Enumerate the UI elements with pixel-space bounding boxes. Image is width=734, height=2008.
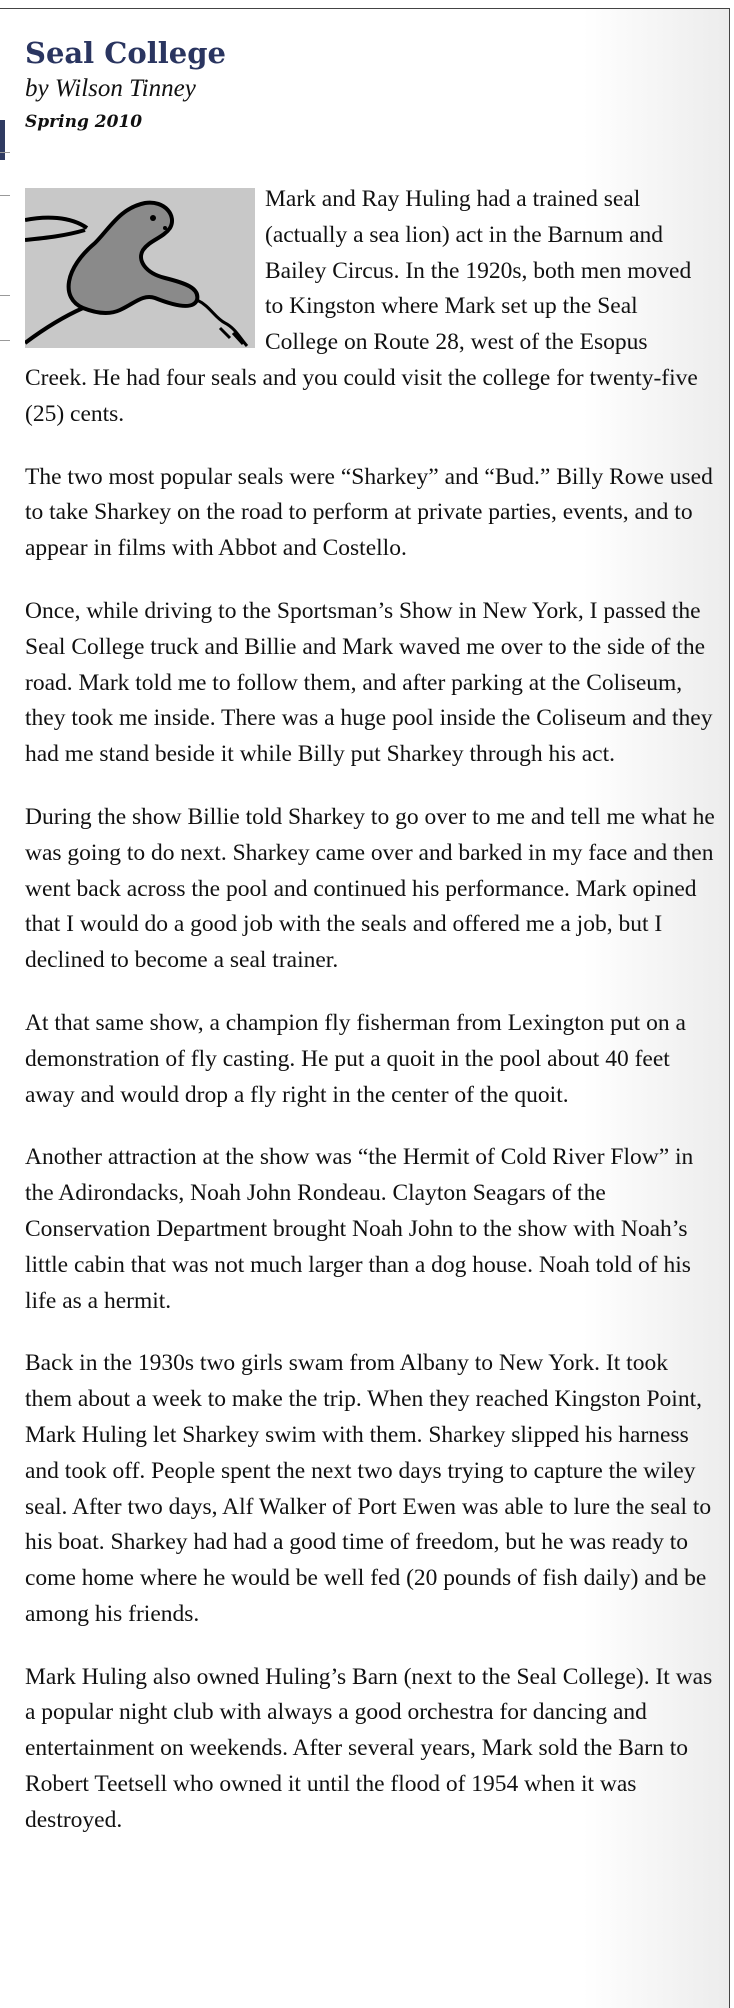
article-body	[25, 182, 715, 1839]
article-paragraph: Another attraction at the show was “the Hermit of Cold River Flow” in the Adirondacks, Noah John Rondeau. Clayton Seagars of the Conservation Department brought Noah John to the show with Noah’s little cabin that was not much larger than a dog house. Noah told of his life as a hermit.	[25, 1144, 694, 1314]
seal-icon	[25, 188, 255, 348]
left-edge-accent	[0, 120, 5, 160]
article-paragraph: At that same show, a champion fly fisherman from Lexington put on a demonstration of fly casting. He put a quoit in the pool about 40 feet away and would drop a fly right in the center of the quoit.	[25, 1009, 686, 1108]
article-paragraph: Back in the 1930s two girls swam from Albany to New York. It took them about a week to make the trip. When they reached Kingston Point, Mark Huling let Sharkey swim with them. Sharkey slipped his harness and took off. People spent the next two days trying to capture the wiley seal. After two days, Alf Walker of Port Ewen was able to lure the seal to his boat. Sharkey had had a good time of freedom, but he was ready to come home where he would be well fed (20 pounds of fish daily) and be among his friends.	[25, 1350, 712, 1627]
left-edge-rule	[0, 295, 10, 296]
left-edge-rule	[0, 195, 10, 196]
article	[25, 34, 715, 1866]
article-paragraph: Mark Huling also owned Huling’s Barn (next to the Seal College). It was a popular night club with always a good orchestra for dancing and entertainment on weekends. After several years, Mark sold the Barn to Robert Teetsell who owned it until the flood of 1954 when it was destroyed.	[25, 1663, 713, 1833]
left-edge-rule	[0, 152, 10, 153]
article-paragraph: The two most popular seals were “Sharkey” and “Bud.” Billy Rowe used to take Sharkey on the road to perform at private parties, events, and to appear in films with Abbot and Costello.	[25, 463, 713, 562]
article-title: Seal College	[25, 36, 226, 70]
article-paragraph: During the show Billie told Sharkey to go over to me and tell me what he was going to do next. Sharkey came over and barked in my face and then went back across the pool and continued his performance. Mark opined that I would do a good job with the seals and offered me a job, but I declined to become a seal trainer.	[25, 803, 715, 974]
article-paragraph: Once, while driving to the Sportsman’s Show in New York, I passed the Seal College truck and Billie and Mark waved me over to the side of the road. Mark told me to follow them, and after parking at the Coliseum, they took me inside. There was a huge pool inside the Coliseum and they had me stand beside it while Billy put Sharkey through his act.	[25, 597, 713, 768]
article-paragraph: Mark and Ray Huling had a trained seal (actually a sea lion) act in the Barnum and Bailey Circus. In the 1920s, both men moved to Kingston where Mark set up the Seal College on Route 28, west of the Esopus Creek. He had four seals and you could visit the college for twenty-five (25) cents.	[25, 186, 698, 427]
left-edge-rule	[0, 340, 10, 341]
article-season: Spring 2010	[25, 112, 143, 132]
article-byline: by Wilson Tinney	[25, 75, 196, 102]
